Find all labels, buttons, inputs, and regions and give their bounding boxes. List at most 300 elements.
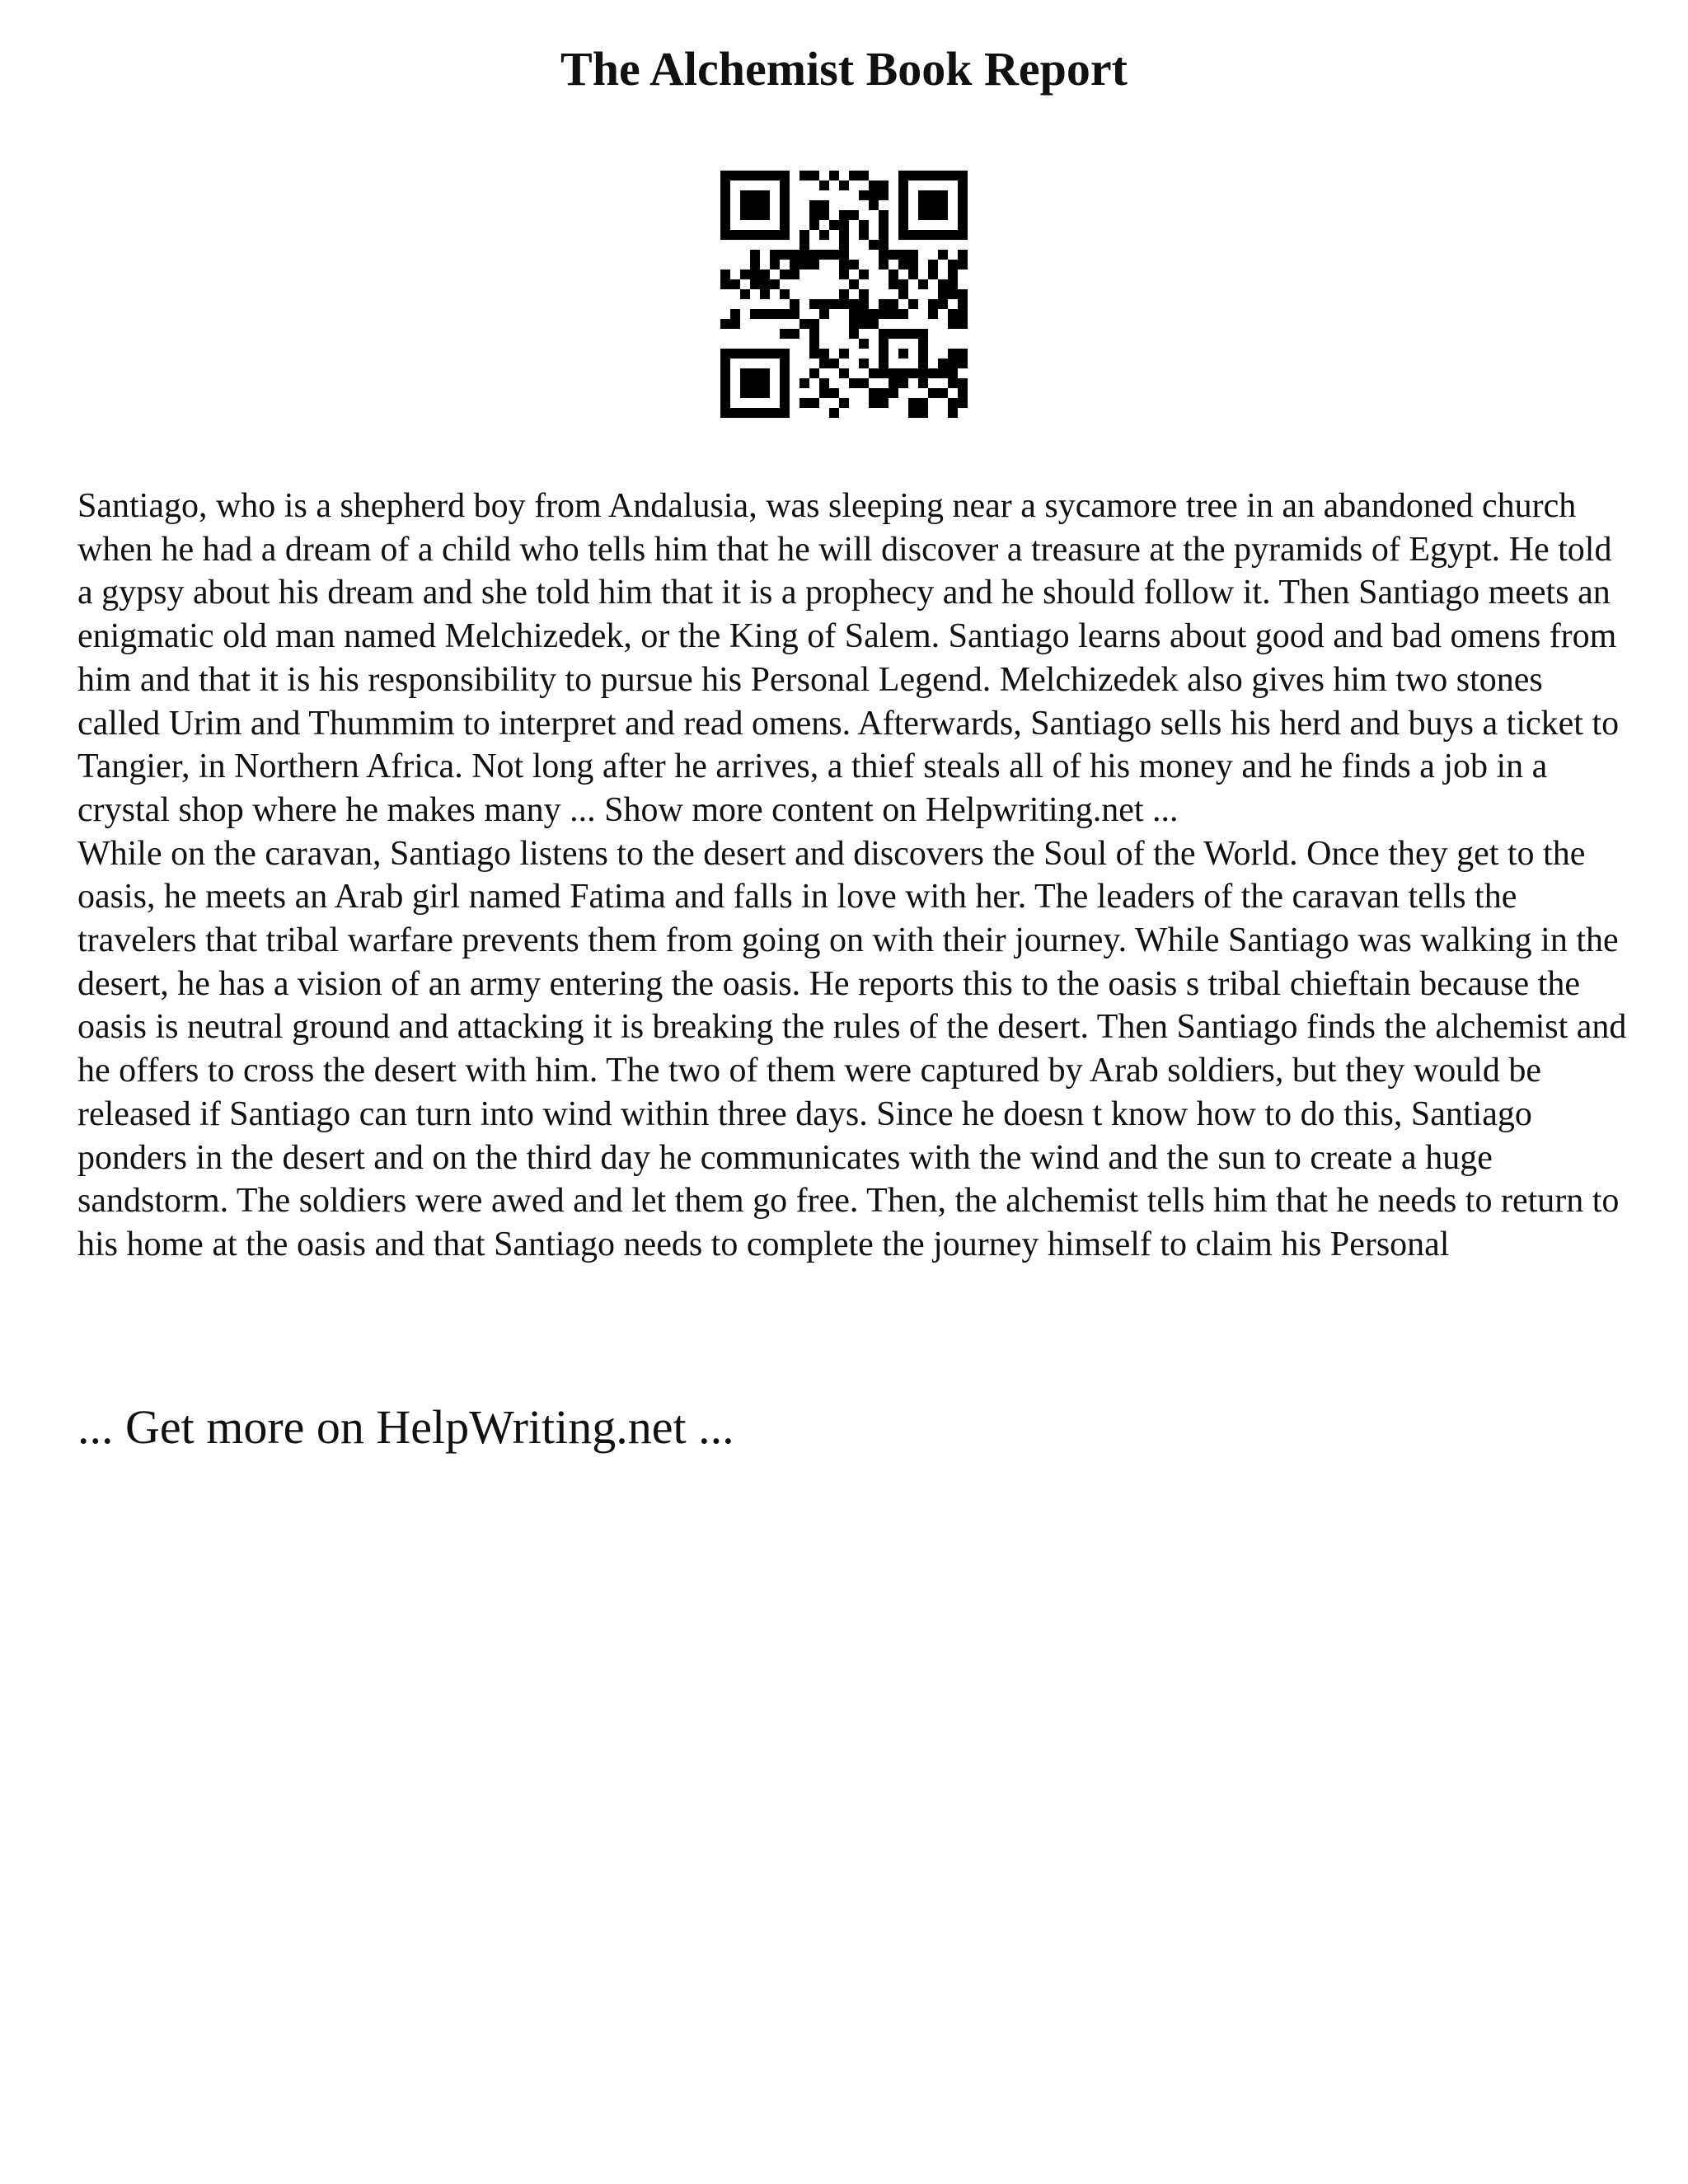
qr-module [898, 329, 908, 339]
qr-module [889, 388, 898, 398]
qr-module [780, 171, 790, 180]
qr-module [809, 299, 819, 309]
qr-module [770, 260, 780, 269]
paragraph-summary-1: Santiago, who is a shepherd boy from Andalusia, was sleeping near a sycamore tree in an abandoned church when he had a dream of a child who tells him that he will discover a treasure at the pyramids of Egypt. He told a gypsy about his dream and she told him that it is a prophecy and he should follow it. Then Santiago meets an enigmatic old man named Melchizedek, or the King of Salem. Santiago learns about good and bad omens from him and that it is his responsibility to pursue his Personal Legend. Melchizedek also gives him two stones called Urim and Thummim to interpret and read omens. Afterwards, Santiago sells his herd and buys a ticket to Tangier, in Northern Africa. Not long after he arrives, a thief steals all of his money and he finds a job in a crystal shop where he makes many ... Show more content on Helpwriting.net ... [77, 487, 1620, 829]
qr-module [938, 299, 948, 309]
qr-module [898, 368, 908, 378]
qr-module [750, 171, 760, 180]
qr-module [889, 250, 898, 260]
qr-module [958, 359, 968, 368]
qr-module [760, 289, 770, 299]
qr-module [849, 279, 859, 289]
qr-module [879, 349, 889, 359]
qr-module [740, 171, 750, 180]
qr-module [780, 349, 790, 359]
qr-module [750, 349, 760, 359]
qr-module [869, 319, 879, 329]
qr-module [720, 398, 730, 408]
qr-module [898, 289, 908, 299]
qr-module [809, 250, 819, 260]
qr-module [780, 250, 790, 260]
qr-module [829, 220, 839, 230]
qr-module [948, 398, 958, 408]
qr-module [720, 171, 730, 180]
qr-module [809, 210, 819, 220]
qr-module [879, 240, 889, 250]
paragraph-summary-2: While on the caravan, Santiago listens to the desert and discovers the Soul of the World. Once they get to the oasis, he meets an Arab girl named Fatima and falls in love with her. The leaders of the caravan tells the travelers that tribal warfare prevents them from going on with their journey. While Santiago was walking in the desert, he has a vision of an army entering the oasis. He reports this to the oasis s tribal chieftain because the oasis is neutral ground and attacking it is breaking the rules of the desert. Then Santiago finds the alchemist and he offers to cross the desert with him. The two of them were captured by Arab soldiers, but they would be released if Santiago can turn into wind within three days. Since he doesn t know how to do this, Santiago ponders in the desert and on the third day he communicates with the wind and the sun to create a huge sandstorm. The soldiers were awed and let them go free. Then, the alchemist tells him that he needs to return to his home at the oasis and that Santiago needs to complete the journey himself to claim his Personal [77, 834, 1627, 1263]
qr-module [770, 349, 780, 359]
qr-module [918, 171, 928, 180]
qr-module [829, 299, 839, 309]
qr-module [780, 210, 790, 220]
qr-module [869, 398, 879, 408]
qr-module [799, 398, 809, 408]
qr-module [908, 398, 918, 408]
qr-module [809, 329, 819, 339]
qr-module [918, 200, 928, 210]
qr-module [879, 309, 889, 319]
qr-module [879, 339, 889, 349]
qr-module [918, 408, 928, 418]
qr-module [889, 279, 898, 289]
qr-module [859, 289, 869, 299]
qr-module [839, 269, 849, 279]
qr-module [948, 349, 958, 359]
qr-module [958, 180, 968, 190]
qr-module [849, 378, 859, 388]
qr-module [760, 408, 770, 418]
qr-module [780, 398, 790, 408]
qr-module [879, 368, 889, 378]
qr-module [908, 269, 918, 279]
qr-module [819, 378, 829, 388]
qr-module [928, 269, 938, 279]
qr-module [770, 230, 780, 240]
qr-module [750, 388, 760, 398]
qr-module [809, 398, 819, 408]
qr-module [760, 200, 770, 210]
qr-module [750, 200, 760, 210]
qr-module [760, 269, 770, 279]
qr-module [770, 408, 780, 418]
qr-module [839, 260, 849, 269]
qr-module [879, 220, 889, 230]
qr-module [780, 368, 790, 378]
qr-module [938, 388, 948, 398]
qr-module [859, 220, 869, 230]
qr-module [750, 368, 760, 378]
qr-module [760, 279, 770, 289]
qr-module [958, 398, 968, 408]
qr-module [928, 368, 938, 378]
qr-module [849, 299, 859, 309]
qr-module [780, 309, 790, 319]
qr-module [819, 200, 829, 210]
qr-module [928, 309, 938, 319]
qr-module [740, 210, 750, 220]
qr-module [908, 368, 918, 378]
qr-module [898, 171, 908, 180]
qr-module [750, 230, 760, 240]
qr-module [879, 299, 889, 309]
qr-module [938, 289, 948, 299]
qr-module [928, 388, 938, 398]
qr-module [809, 339, 819, 349]
qr-module [918, 349, 928, 359]
qr-module [839, 240, 849, 250]
qr-module [879, 190, 889, 200]
qr-module [740, 408, 750, 418]
qr-module [948, 319, 958, 329]
qr-module [898, 378, 908, 388]
qr-module [780, 200, 790, 210]
qr-module [720, 180, 730, 190]
qr-module [938, 279, 948, 289]
qr-module [958, 171, 968, 180]
qr-module [770, 309, 780, 319]
qr-module [819, 230, 829, 240]
qr-module [898, 230, 908, 240]
qr-module [889, 299, 898, 309]
page-title: The Alchemist Book Report [560, 42, 1128, 96]
qr-module [908, 171, 918, 180]
qr-module [760, 378, 770, 388]
qr-module [928, 299, 938, 309]
qr-module [898, 279, 908, 289]
qr-module [819, 210, 829, 220]
get-more-link[interactable]: ... Get more on HelpWriting.net ... [77, 1400, 734, 1454]
qr-module [730, 230, 740, 240]
qr-module [908, 299, 918, 309]
qr-module [938, 200, 948, 210]
qr-module [780, 269, 790, 279]
qr-module [760, 230, 770, 240]
qr-module [918, 359, 928, 368]
qr-module [730, 279, 740, 289]
qr-module [819, 299, 829, 309]
qr-module [780, 329, 790, 339]
qr-module [928, 190, 938, 200]
qr-module [760, 171, 770, 180]
qr-module [908, 250, 918, 260]
qr-module [938, 359, 948, 368]
qr-module [928, 171, 938, 180]
qr-module [760, 349, 770, 359]
qr-module [750, 378, 760, 388]
qr-module [958, 289, 968, 299]
qr-module [859, 319, 869, 329]
qr-module [790, 299, 799, 309]
qr-module [780, 289, 790, 299]
qr-module [958, 349, 968, 359]
qr-module [938, 171, 948, 180]
qr-module [918, 368, 928, 378]
report-body [77, 485, 1627, 1267]
qr-module [908, 260, 918, 269]
qr-module [938, 230, 948, 240]
qr-module [720, 230, 730, 240]
qr-module [790, 250, 799, 260]
qr-module [750, 210, 760, 220]
qr-module [750, 190, 760, 200]
qr-module [849, 260, 859, 269]
qr-module [790, 269, 799, 279]
qr-module [720, 349, 730, 359]
qr-module [958, 299, 968, 309]
qr-module [750, 309, 760, 319]
qr-module [740, 230, 750, 240]
qr-module [760, 388, 770, 398]
qr-module [780, 220, 790, 230]
qr-module [760, 190, 770, 200]
qr-module [938, 210, 948, 220]
qr-module [889, 368, 898, 378]
qr-module [928, 230, 938, 240]
qr-module [889, 329, 898, 339]
qr-module [740, 388, 750, 398]
qr-module [908, 329, 918, 339]
qr-module [720, 378, 730, 388]
qr-module [839, 299, 849, 309]
qr-module [928, 200, 938, 210]
qr-module [809, 319, 819, 329]
qr-module [859, 171, 869, 180]
qr-module [720, 388, 730, 398]
qr-module [869, 388, 879, 398]
qr-module [958, 250, 968, 260]
qr-module [839, 230, 849, 240]
qr-module [859, 378, 869, 388]
qr-module [740, 368, 750, 378]
qr-module [948, 171, 958, 180]
qr-module [898, 200, 908, 210]
qr-module [859, 269, 869, 279]
qr-module [859, 230, 869, 240]
qr-module [958, 260, 968, 269]
qr-module [799, 319, 809, 329]
qr-module [839, 368, 849, 378]
qr-module [750, 408, 760, 418]
qr-module [809, 260, 819, 269]
qr-module [809, 349, 819, 359]
qr-module [928, 260, 938, 269]
qr-module [839, 220, 849, 230]
qr-module [948, 289, 958, 299]
qr-module [879, 398, 889, 408]
qr-module [780, 359, 790, 368]
qr-module [938, 190, 948, 200]
qr-module [740, 200, 750, 210]
qr-module [720, 408, 730, 418]
qr-module [720, 210, 730, 220]
qr-module [869, 180, 879, 190]
qr-module [819, 349, 829, 359]
qr-module [849, 319, 859, 329]
qr-module [730, 171, 740, 180]
qr-module [958, 230, 968, 240]
qr-module [720, 359, 730, 368]
qr-module [740, 349, 750, 359]
qr-module [948, 378, 958, 388]
qr-module [720, 200, 730, 210]
qr-module [750, 250, 760, 260]
qr-module [849, 210, 859, 220]
qr-module [780, 388, 790, 398]
qr-module [839, 289, 849, 299]
qr-module [948, 359, 958, 368]
qr-module [799, 171, 809, 180]
qr-module [918, 398, 928, 408]
qr-module [898, 260, 908, 269]
qr-module [819, 180, 829, 190]
qr-module [948, 309, 958, 319]
qr-module [898, 349, 908, 359]
qr-module [938, 250, 948, 260]
qr-module [918, 329, 928, 339]
qr-module [829, 359, 839, 368]
qr-module [859, 359, 869, 368]
qr-module [948, 408, 958, 418]
qr-module [928, 210, 938, 220]
qr-module [898, 220, 908, 230]
qr-module [829, 408, 839, 418]
qr-module [958, 319, 968, 329]
qr-module [760, 368, 770, 378]
qr-module [958, 388, 968, 398]
qr-module [918, 279, 928, 289]
qr-module [869, 368, 879, 378]
qr-module [720, 269, 730, 279]
qr-module [869, 240, 879, 250]
qr-module [809, 171, 819, 180]
qr-module [869, 190, 879, 200]
qr-module [819, 250, 829, 260]
qr-module [829, 388, 839, 398]
qr-module [859, 309, 869, 319]
qr-module [849, 329, 859, 339]
qr-module [849, 309, 859, 319]
qr-module [819, 359, 829, 368]
qr-module [730, 309, 740, 319]
qr-module [879, 359, 889, 368]
qr-module [799, 230, 809, 240]
qr-module [780, 190, 790, 200]
qr-module [938, 368, 948, 378]
qr-module [918, 378, 928, 388]
qr-module [790, 329, 799, 339]
qr-module [720, 190, 730, 200]
qr-module [780, 378, 790, 388]
qr-module [750, 269, 760, 279]
qr-module [958, 220, 968, 230]
qr-module [898, 210, 908, 220]
qr-module [750, 279, 760, 289]
qr-module [720, 319, 730, 329]
qr-module [889, 269, 898, 279]
qr-module [770, 250, 780, 260]
qr-module [889, 378, 898, 388]
qr-module [720, 279, 730, 289]
qr-module [799, 260, 809, 269]
qr-module [780, 408, 790, 418]
qr-module [829, 171, 839, 180]
qr-module [948, 368, 958, 378]
qr-module [760, 309, 770, 319]
qr-module [829, 250, 839, 260]
qr-module [720, 220, 730, 230]
qr-module [869, 309, 879, 319]
qr-module [730, 349, 740, 359]
qr-module [948, 230, 958, 240]
qr-module [958, 210, 968, 220]
qr-module [839, 180, 849, 190]
qr-module [898, 250, 908, 260]
qr-module [760, 210, 770, 220]
qr-module [948, 269, 958, 279]
qr-module [730, 319, 740, 329]
qr-module [908, 230, 918, 240]
qr-module [918, 210, 928, 220]
qr-module [958, 309, 968, 319]
qr-module [879, 230, 889, 240]
qr-module [839, 250, 849, 260]
qr-module [740, 269, 750, 279]
qr-module [898, 190, 908, 200]
qr-module [958, 190, 968, 200]
qr-module [819, 309, 829, 319]
qr-module [770, 171, 780, 180]
qr-module [898, 180, 908, 190]
qr-module [908, 408, 918, 418]
qr-module [799, 240, 809, 250]
qr-module [898, 309, 908, 319]
qr-module [839, 398, 849, 408]
qr-module [859, 339, 869, 349]
qr-module [859, 190, 869, 200]
qr-module [889, 309, 898, 319]
qr-module [958, 200, 968, 210]
qr-code[interactable] [720, 171, 968, 418]
qr-module [879, 180, 889, 190]
qr-module [918, 339, 928, 349]
qr-module [780, 180, 790, 190]
qr-module [948, 279, 958, 289]
qr-module [740, 378, 750, 388]
qr-module [809, 200, 819, 210]
qr-module [740, 190, 750, 200]
qr-module [879, 250, 889, 260]
qr-module [780, 230, 790, 240]
qr-module [958, 378, 968, 388]
qr-module [809, 220, 819, 230]
qr-module [879, 210, 889, 220]
qr-module [879, 329, 889, 339]
qr-module [859, 299, 869, 309]
qr-module [799, 250, 809, 260]
qr-module [809, 368, 819, 378]
qr-module [790, 260, 799, 269]
qr-module [730, 408, 740, 418]
qr-module [720, 368, 730, 378]
qr-module [918, 230, 928, 240]
qr-module [948, 260, 958, 269]
qr-code-icon [720, 171, 968, 418]
qr-module [879, 260, 889, 269]
qr-module [799, 378, 809, 388]
qr-module [740, 289, 750, 299]
qr-module [819, 388, 829, 398]
qr-module [790, 309, 799, 319]
